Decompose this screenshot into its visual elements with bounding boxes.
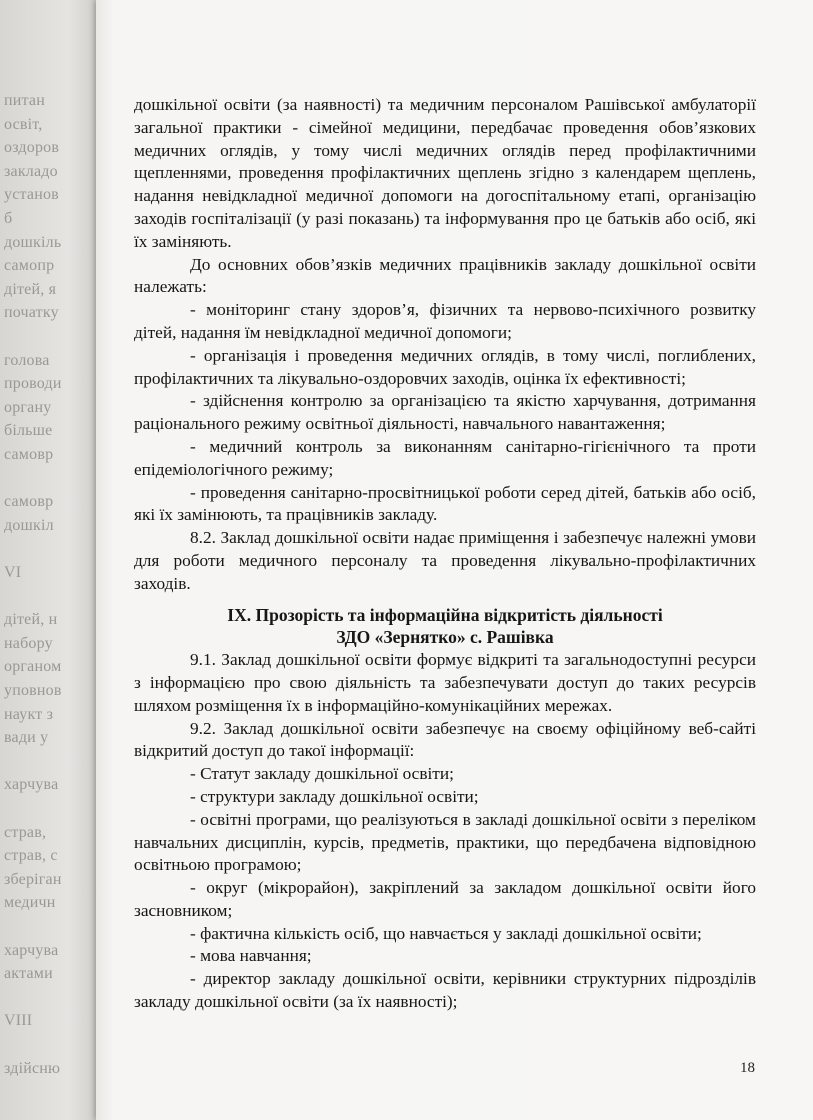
body-paragraph: - мова навчання; bbox=[190, 946, 312, 966]
underlying-page-line: дітей, я bbox=[4, 280, 57, 298]
underlying-page-line: актами bbox=[4, 965, 53, 983]
underlying-page-line: дітей, н bbox=[4, 611, 58, 629]
document-page bbox=[96, 0, 813, 1120]
underlying-page-line: самопр bbox=[4, 257, 55, 275]
underlying-page-line: більше bbox=[4, 422, 53, 440]
body-paragraph: До основних обов’язків медичних працівників закладу дошкільної освіти належать: bbox=[134, 254, 756, 297]
underlying-page-line: страв, bbox=[4, 823, 47, 841]
underlying-page-line: дошкіль bbox=[4, 233, 62, 251]
underlying-page-line: медичн bbox=[4, 894, 56, 912]
underlying-page bbox=[0, 0, 98, 1120]
body-paragraph: - здійснення контролю за організацією та якістю харчування, дотримання раціонального режиму освітньої діяльності, навчального навантаження; bbox=[134, 391, 756, 434]
underlying-page-line: харчува bbox=[4, 776, 59, 794]
body-paragraph: - структури закладу дошкільної освіти; bbox=[190, 786, 479, 806]
section-9-text bbox=[134, 649, 756, 1014]
body-paragraph: 9.1. Заклад дошкільної освіти формує відкриті та загальнодоступні ресурси з інформацією про свою діяльність та забезпечувати доступ до таких ресурсів шляхом розміщення їх в інформаційно-комунікаційних мережах. bbox=[134, 650, 756, 715]
underlying-page-line: оздоров bbox=[4, 139, 60, 157]
body-paragraph: дошкільної освіти (за наявності) та медичним персоналом Рашівської амбулаторії загальної практики - сімейної медицини, передбачає проведення обов’язкових медичних оглядів, у тому числі медичних оглядів перед профілактичними щепленнями, проведення профілактичних щеплень згідно з календарем щеплень, надання невідкладної медичної допомоги на догоспітальному етапі, організацію заходів госпіталізації (у разі показань) та інформування про це батьків або осіб, які їх заміняють. bbox=[134, 95, 756, 251]
underlying-page-line: дошкіл bbox=[4, 516, 54, 534]
underlying-page-line: вади у bbox=[4, 729, 49, 747]
body-paragraph: 8.2. Заклад дошкільної освіти надає приміщення і забезпечує належні умови для роботи медичного персоналу та проведення лікувально-профілактичних заходів. bbox=[134, 528, 756, 593]
underlying-page-line: закладо bbox=[4, 162, 58, 180]
underlying-page-line: органу bbox=[4, 398, 52, 416]
heading-line-2: ЗДО «Зернятко» с. Рашівка bbox=[336, 627, 554, 648]
underlying-page-line: наукт з bbox=[4, 705, 54, 723]
heading-line-1: IX. Прозорість та інформаційна відкритість діяльності bbox=[227, 604, 663, 625]
underlying-page-line: здійсню bbox=[4, 1059, 61, 1077]
underlying-page-line: уповнов bbox=[4, 682, 62, 699]
underlying-page-line: голова bbox=[4, 351, 50, 369]
section-heading bbox=[134, 604, 756, 650]
body-paragraph: - округ (мікрорайон), закріплений за закладом дошкільної освіти його засновником; bbox=[134, 878, 756, 920]
underlying-page-line: зберіган bbox=[4, 870, 62, 888]
body-paragraph: - проведення санітарно-просвітницької роботи серед дітей, батьків або осіб, які їх замінюють, та працівників закладу. bbox=[134, 482, 756, 525]
body-paragraph: - медичний контроль за виконанням санітарно-гігієнічного та проти епідеміологічного режиму; bbox=[134, 436, 756, 479]
underlying-page-line: установ bbox=[4, 186, 59, 204]
underlying-page-line: початку bbox=[4, 304, 59, 322]
underlying-page-line: питан bbox=[4, 92, 45, 109]
page-number: 18 bbox=[740, 1060, 755, 1076]
section-8-text bbox=[134, 94, 756, 596]
underlying-page-line: VI bbox=[4, 564, 22, 581]
underlying-page-line: самовр bbox=[4, 493, 54, 511]
underlying-page-line: VIII bbox=[4, 1012, 33, 1030]
underlying-page-line: органом bbox=[4, 658, 62, 676]
underlying-page-line: проводи bbox=[4, 375, 62, 393]
body-paragraph: - освітні програми, що реалізуються в закладі дошкільної освіти з переліком навчальних дисциплін, курсів, предметів, практики, що передбачена відповідною освітньою програмою; bbox=[134, 809, 756, 875]
body-paragraph: - директор закладу дошкільної освіти, керівники структурних підрозділів закладу дошкільної освіти (за їх наявності); bbox=[134, 969, 756, 1012]
underlying-page-line: страв, с bbox=[4, 847, 58, 865]
underlying-page-line: освіт, bbox=[4, 115, 43, 133]
underlying-page-line: самовр bbox=[4, 446, 54, 463]
underlying-page-line: харчува bbox=[4, 941, 59, 959]
body-paragraph: - Статут закладу дошкільної освіти; bbox=[190, 764, 454, 784]
body-paragraph: - організація і проведення медичних оглядів, в тому числі, поглиблених, профілактичних та лікувально-оздоровчих заходів, оцінка їх ефективності; bbox=[134, 345, 756, 388]
body-paragraph: 9.2. Заклад дошкільної освіти забезпечує на своєму офіційному веб-сайті відкритий доступ до такої інформації: bbox=[134, 718, 756, 761]
underlying-page-line: набору bbox=[4, 634, 53, 652]
page-content bbox=[134, 94, 756, 1014]
underlying-page-line: б bbox=[4, 210, 13, 227]
body-paragraph: - моніторинг стану здоров’я, фізичних та нервово-психічного розвитку дітей, надання їм невідкладної медичної допомоги; bbox=[134, 300, 756, 342]
body-paragraph: - фактична кількість осіб, що навчається у закладі дошкільної освіти; bbox=[190, 923, 702, 943]
